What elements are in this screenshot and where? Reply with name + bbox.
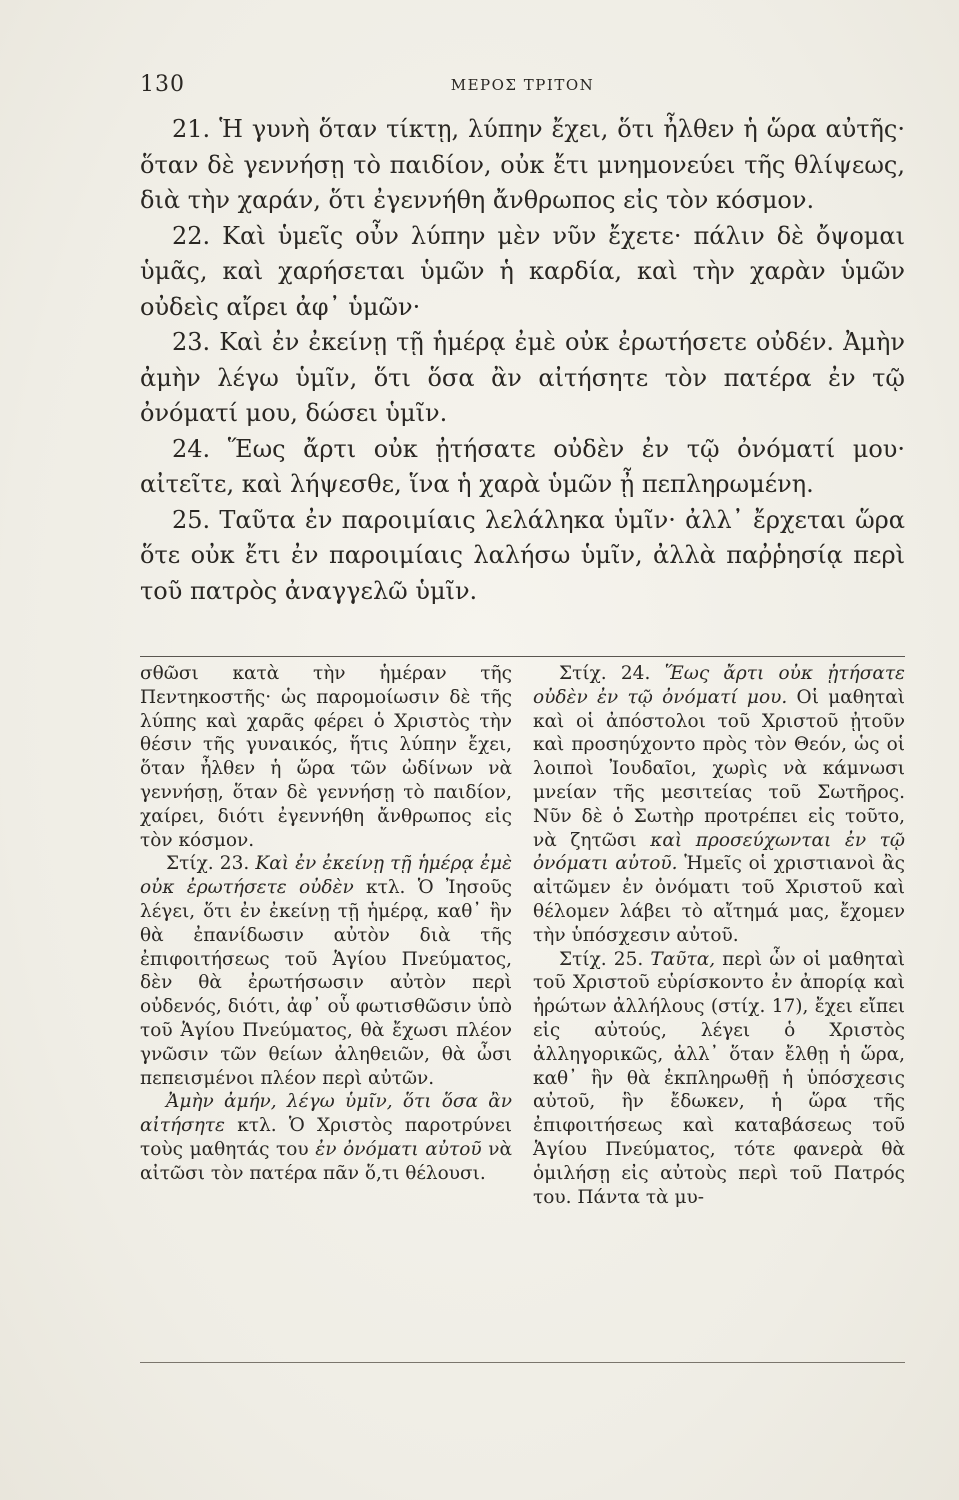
commentary-text: κτλ. Ὁ Χριστὸς παροτρύνει τοὺς μαθητάς του [140, 1115, 512, 1160]
scripture-text [140, 112, 905, 609]
commentary-paragraph [140, 1090, 512, 1185]
page-number: 130 [140, 72, 185, 97]
verse-25: 25. Ταῦτα ἐν παροιμίαις λελάληκα ὑμῖν· ἀλλ᾿ ἔρχεται ὥρα ὅτε οὐκ ἔτι ἐν παροιμίαις λαλήσω ὑμῖν, ἀλλὰ παῤῥησίᾳ περὶ τοῦ πατρὸς ἀναγγελῶ ὑμῖν. [140, 505, 905, 605]
commentary-text: σθῶσι κατὰ τὴν ἡμέραν τῆς Πεντηκοστῆς· ὡς παρομοίωσιν δὲ τῆς λύπης καὶ χαρᾶς φέρει ὁ Χριστὸς τὴν θέσιν τῆς γυναικός, ἥτις λύπην ἔχει, ὅταν ἦλθεν ἡ ὥρα τῶν ὠδίνων νὰ γεννήσῃ, ὅταν δὲ γεννήσῃ τὸ παιδίον, χαίρει, διότι ἐγεννήθη ἄνθρωπος εἰς τὸν κόσμον. [140, 663, 512, 851]
verse-23: 23. Καὶ ἐν ἐκείνῃ τῇ ἡμέρᾳ ἐμὲ οὐκ ἐρωτήσετε οὐδέν. Ἀμὴν ἀμὴν λέγω ὑμῖν, ὅτι ὅσα ἂν αἰτήσητε τὸν πατέρα ἐν τῷ ὀνόματί μου, δώσει ὑμῖν. [140, 328, 905, 427]
commentary [140, 662, 905, 1209]
verse-24: 24. Ἕως ἄρτι οὐκ ᾐτήσατε οὐδὲν ἐν τῷ ὀνόματί μου· αἰτεῖτε, καὶ λήψεσθε, ἵνα ἡ χαρὰ ὑμῶν ᾖ πεπληρωμένη. [140, 434, 905, 498]
commentary-text: περὶ ὧν οἱ μαθηταὶ τοῦ Χριστοῦ εὑρίσκοντο ἐν ἀπορίᾳ καὶ ἠρώτων ἀλλήλους (στίχ. 17), ἔχει εἴπει εἰς αὐτούς, λέγει ὁ Χριστὸς ἀλληγορικῶς, ἀλλ᾿ ὅταν ἔλθῃ ἡ ὥρα, καθ᾿ ἣν θὰ ἐκπληρωθῇ ἡ ὑπόσχεσις αὐτοῦ, ἣν ἔδωκεν, ἡ ὥρα τῆς ἐπιφοιτήσεως καὶ καταβάσεως τοῦ Ἁγίου Πνεύματος, τότε φανερὰ θὰ ὁμιλήσῃ εἰς αὐτοὺς περὶ τοῦ Πατρός του. Πάντα τὰ μυ- [533, 948, 905, 1208]
commentary-text: κτλ. Ὁ Ἰησοῦς λέγει, ὅτι ἐν ἐκείνῃ τῇ ἡμέρᾳ, καθ᾿ ἣν θὰ ἐπανίδωσιν αὐτὸν διὰ τῆς ἐπιφοιτήσεως τοῦ Ἁγίου Πνεύματος, δὲν θὰ ἐρωτήσωσιν αὐτὸν περὶ οὐδενός, διότι, ἀφ᾿ οὗ φωτισθῶσιν ὑπὸ τοῦ Ἁγίου Πνεύματος, θὰ ἔχωσι πλέον γνῶσιν τῶν θείων ἀληθειῶν, θὰ ὦσι πεπεισμένοι πλέον περὶ αὐτῶν. [140, 877, 512, 1089]
commentary-paragraph [140, 662, 512, 852]
lemma: Ἀμὴν ἀμήν, λέγω ὑμῖν, ὅτι ὅσα ἂν αἰτήσητε [140, 1091, 512, 1137]
lemma: Ταῦτα, [650, 948, 716, 970]
lemma: ἐν ὀνόματι αὐτοῦ [315, 1138, 482, 1160]
commentary-paragraph [140, 852, 512, 1090]
verse-reference: Στίχ. 23. [166, 853, 250, 875]
bottom-rule [140, 1362, 905, 1363]
commentary-text: Ἡμεῖς οἱ χριστιανοὶ ἂς αἰτῶμεν ἐν ὀνόματι τοῦ Χριστοῦ καὶ θέλομεν λάβει τὸ αἴτημά μας, ἔχομεν τὴν ὑπόσχεσιν αὐτοῦ. [533, 853, 905, 946]
lemma: καὶ προσεύχωνται ἐν τῷ ὀνόματι αὐτοῦ. [533, 829, 906, 875]
lemma: Καὶ ἐν ἐκείνῃ τῇ ἡμέρᾳ ἐμὲ οὐκ ἐρωτήσετε οὐδὲν [140, 853, 512, 899]
verse-reference: Στίχ. 25. [559, 948, 644, 970]
running-title: ΜΕΡΟΣ ΤΡΙΤΟΝ [450, 76, 595, 94]
text-divider [140, 656, 905, 657]
lemma: Ἕως ἄρτι οὐκ ᾐτήσατε οὐδὲν ἐν τῷ ὀνόματί μου. [533, 663, 905, 708]
commentary-text: νὰ αἰτῶσι τὸν πατέρα πᾶν ὅ,τι θέλουσι. [140, 1138, 512, 1184]
verse-21: 21. Ἡ γυνὴ ὅταν τίκτῃ, λύπην ἔχει, ὅτι ἦλθεν ἡ ὥρα αὐτῆς· ὅταν δὲ γεννήσῃ τὸ παιδίον, οὐκ ἔτι μνημονεύει τῆς θλίψεως, διὰ τὴν χαράν, ὅτι ἐγεννήθη ἄνθρωπος εἰς τὸν κόσμον. [140, 115, 905, 214]
commentary-right-column [533, 662, 905, 1209]
verse-reference: Στίχ. 24. [559, 663, 651, 684]
commentary-text: Οἱ μαθηταὶ καὶ οἱ ἀπόστολοι τοῦ Χριστοῦ ᾐτοῦν καὶ προσηύχοντο πρὸς τὸν Θεόν, ὡς οἱ λοιποὶ Ἰουδαῖοι, χωρὶς νὰ κάμνωσι μνείαν τῆς μεσιτείας τοῦ Σωτῆρος. Νῦν δὲ ὁ Σωτὴρ προτρέπει εἰς τοῦτο, νὰ ζητῶσι [533, 686, 905, 851]
commentary-paragraph [533, 662, 905, 948]
commentary-left-column [140, 662, 512, 1209]
commentary-paragraph [533, 948, 905, 1210]
verse-22: 22. Καὶ ὑμεῖς οὖν λύπην μὲν νῦν ἔχετε· πάλιν δὲ ὄψομαι ὑμᾶς, καὶ χαρήσεται ὑμῶν ἡ καρδία, καὶ τὴν χαρὰν ὑμῶν οὐδεὶς αἴρει ἀφ᾿ ὑμῶν· [140, 221, 905, 321]
page-header [140, 72, 905, 102]
